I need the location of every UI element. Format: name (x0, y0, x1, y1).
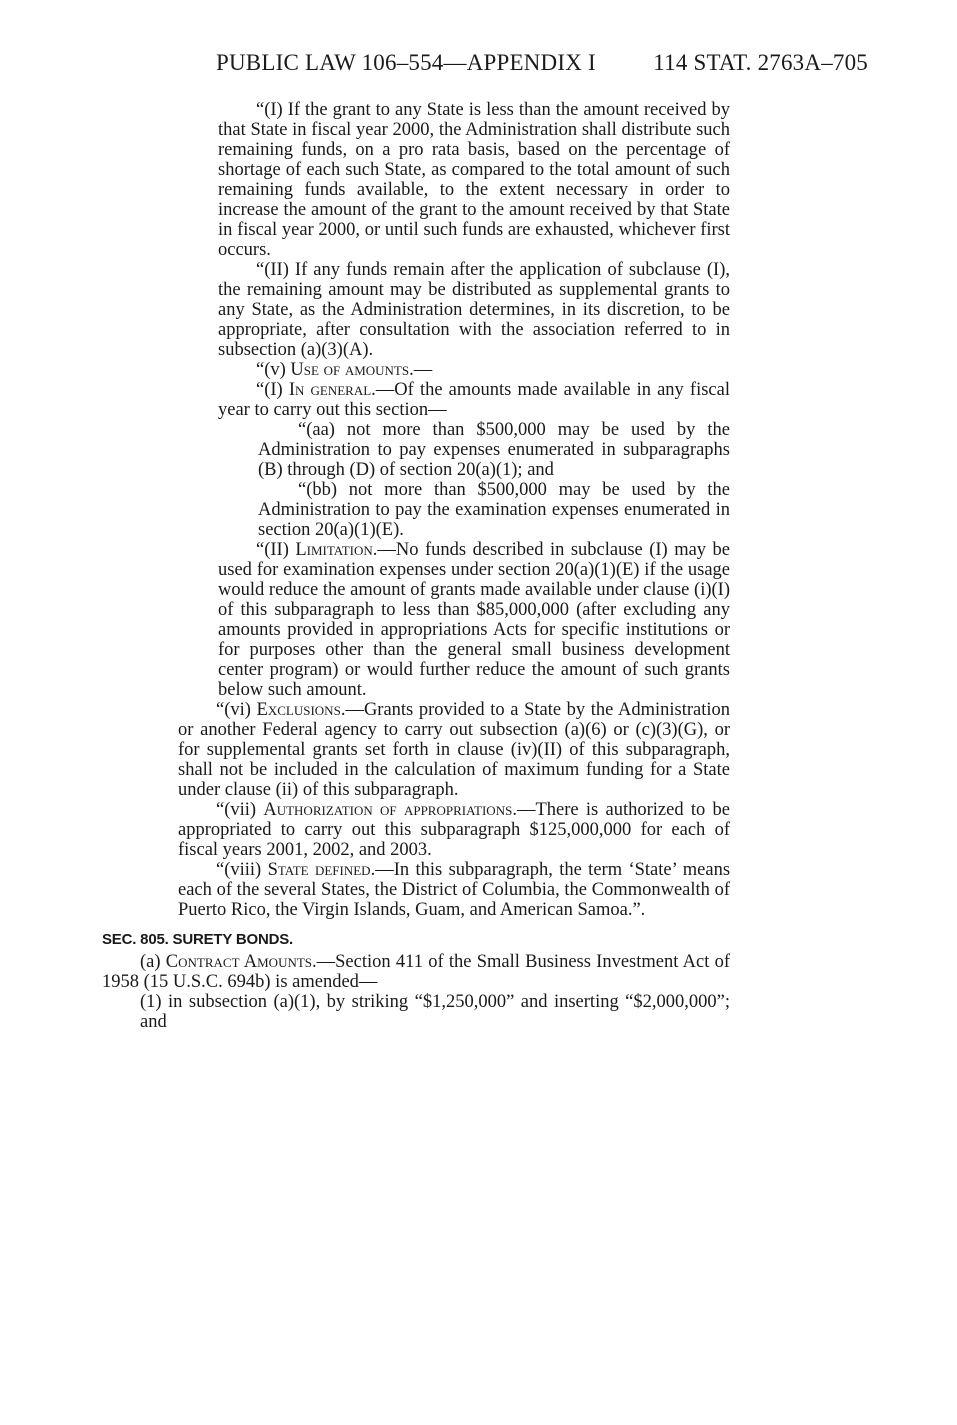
section-heading: SEC. 805. SURETY BONDS. (102, 931, 294, 948)
contract-amounts-paragraph: (a) Contract Amounts.—Section 411 of the Small Business Investment Act of 1958 (15 U.S.C. 694b) is amended— (102, 952, 730, 992)
item-aa-paragraph: “(aa) not more than $500,000 may be used by the Administration to pay expenses enumerated in subparagraphs (B) through (D) of section 20(a)(1); and (258, 420, 730, 480)
contract-amounts-title: Contract Amounts (165, 952, 313, 972)
document-body (102, 100, 731, 1032)
clause-v-title: Use of amounts (290, 360, 410, 380)
subclause-in-general-paragraph: “(I) In general.—Of the amounts made available in any fiscal year to carry out this section— (218, 380, 730, 420)
state-defined-paragraph: “(viii) State defined.—In this subparagraph, the term ‘State’ means each of the several States, the District of Columbia, the Commonwealth of Puerto Rico, the Virgin Islands, Guam, and American Samoa.”. (178, 860, 731, 920)
subclause-II-paragraph: “(II) If any funds remain after the application of subclause (I), the remaining amount may be distributed as supplemental grants to any State, as the Administration determines, in its discretion, to be appropriate, after consultation with the association referred to in subsection (a)(3)(A). (218, 260, 730, 360)
header-law-title: PUBLIC LAW 106–554—APPENDIX I (216, 50, 596, 75)
limitation-title: Limitation (295, 540, 373, 560)
clause-v-heading: “(v) Use of amounts.— (256, 360, 433, 380)
page-header (216, 50, 868, 76)
exclusions-paragraph: “(vi) Exclusions.—Grants provided to a State by the Administration or another Federal agency to carry out subsection (a)(6) or (c)(3)(G), or for supplemental grants set forth in clause (iv)(II) of this subparagraph, shall not be included in the calculation of maximum funding for a State under clause (ii) of this subparagraph. (178, 700, 730, 800)
limitation-paragraph: “(II) Limitation.—No funds described in subclause (I) may be used for examination expenses under section 20(a)(1)(E) if the usage would reduce the amount of grants made available under clause (i)(I) of this subparagraph to less than $85,000,000 (after excluding any amounts provided in appropriations Acts for specific institutions or for purposes other than the general small business development center program) or would further reduce the amount of such grants below such amount. (218, 540, 730, 700)
subclause-I-paragraph: “(I) If the grant to any State is less than the amount received by that State in fiscal year 2000, the Administration shall distribute such remaining funds, on a pro rata basis, based on the percentage of shortage of each such State, as compared to the total amount of such remaining funds available, to the extent necessary in order to increase the amount of the grant to the amount received by that State in fiscal year 2000, or until such funds are exhausted, whichever first occurs. (218, 100, 730, 260)
authorization-title: Authorization of appropriations (263, 800, 513, 820)
amendment-item-1: (1) in subsection (a)(1), by striking “$1,250,000” and inserting “$2,000,000”; and (140, 992, 730, 1032)
header-stat-citation: 114 STAT. 2763A–705 (653, 50, 868, 75)
item-bb-paragraph: “(bb) not more than $500,000 may be used by the Administration to pay the examination expenses enumerated in section 20(a)(1)(E). (258, 480, 730, 540)
exclusions-title: Exclusions (256, 700, 341, 720)
state-defined-title: State defined (267, 860, 371, 880)
in-general-title: In general (288, 380, 372, 400)
authorization-paragraph: “(vii) Authorization of appropriations.—There is authorized to be appropriated to carry out this subparagraph $125,000,000 for each of fiscal years 2001, 2002, and 2003. (178, 800, 731, 860)
